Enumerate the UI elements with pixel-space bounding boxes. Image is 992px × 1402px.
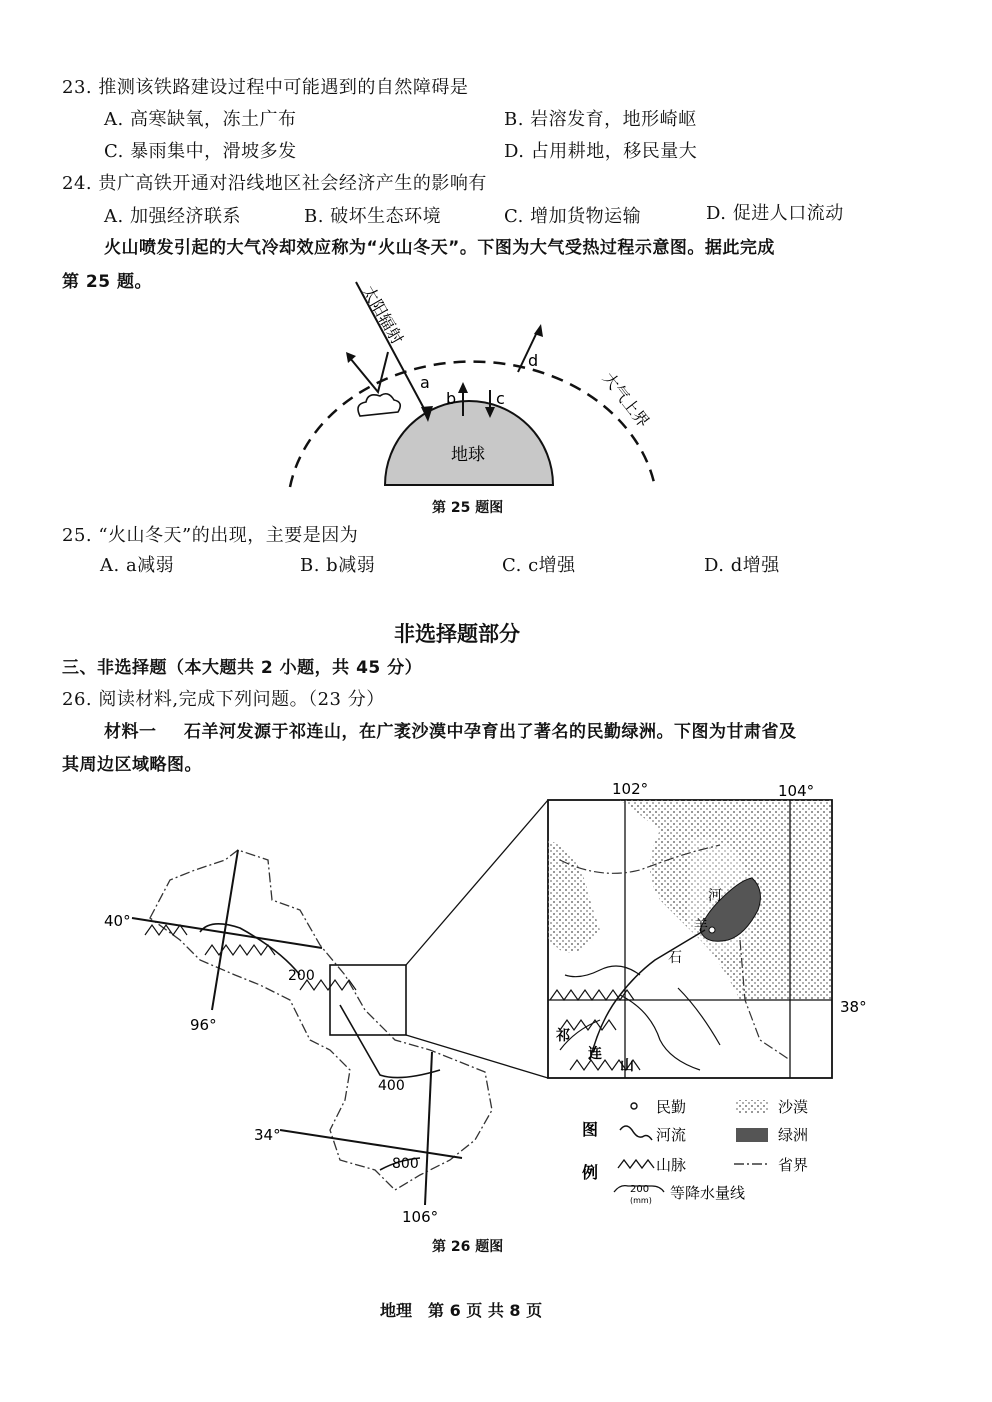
q25-option-a: A. a减弱 [100, 555, 175, 576]
river-char-1: 河 [708, 888, 722, 904]
zoom-line-top [406, 800, 548, 965]
q25-option-d: D. d增强 [704, 555, 780, 576]
q24-stem: 24. 贵广高铁开通对沿线地区社会经济产生的影响有 [62, 173, 487, 194]
q25-stem: 25. “火山冬天”的出现，主要是因为 [62, 525, 359, 546]
q23-option-a: A. 高寒缺氧，冻土广布 [104, 109, 297, 130]
legend-desert-icon [736, 1100, 768, 1114]
lon96-label: 96° [190, 1016, 217, 1034]
label-b: b [446, 389, 457, 408]
q26-stem: 26. 阅读材料,完成下列问题。（23 分） [62, 689, 385, 710]
q26-material-label: 材料一 [104, 722, 157, 742]
section-title: 非选择题部分 [394, 622, 520, 646]
mountain-char-2: 连 [588, 1046, 602, 1062]
section-part: 三、非选择题（本大题共 2 小题，共 45 分） [62, 658, 423, 678]
q23-option-b: B. 岩溶发育，地形崎岖 [504, 109, 697, 130]
legend-desert: 沙漠 [778, 1098, 809, 1116]
gansu-region-map [90, 775, 890, 1235]
fig26-caption: 第 26 题图 [432, 1239, 504, 1255]
legend-mountain: 山脉 [656, 1156, 687, 1174]
legend-title-1: 图 [582, 1120, 599, 1139]
mountain-char-3: 山 [620, 1058, 634, 1074]
lon106-line [425, 1052, 432, 1205]
river-char-2: 羊 [694, 918, 708, 934]
legend-minqin-icon [631, 1103, 637, 1109]
lat34-label: 34° [254, 1126, 281, 1144]
lon96-line [212, 850, 238, 1010]
legend-isohyet-unit: (mm) [630, 1196, 652, 1205]
q26-material-line2: 其周边区域略图。 [62, 755, 202, 775]
label-d: d [528, 351, 539, 370]
label-c: c [496, 389, 505, 408]
q23-option-c: C. 暴雨集中，滑坡多发 [104, 141, 297, 162]
cloud-icon [358, 394, 400, 416]
earth-label: 地球 [451, 445, 485, 465]
q23-option-d: D. 占用耕地，移民量大 [504, 141, 698, 162]
lat40-label: 40° [104, 912, 131, 930]
lon106-label: 106° [402, 1208, 439, 1226]
iso400-label: 400 [378, 1078, 405, 1094]
lon104-label: 104° [778, 782, 815, 800]
legend-isohyet-sample: 200 [630, 1184, 650, 1195]
zoom-line-bottom [406, 1035, 548, 1078]
boundary-label: 大气上界 [598, 368, 654, 431]
river-char-3: 石 [668, 950, 682, 966]
label-a: a [420, 373, 430, 392]
mountain-char-1: 祁 [556, 1028, 570, 1044]
q25-intro-line2: 第 25 题。 [62, 272, 152, 292]
solar-radiation-label: 太阳辐射 [358, 282, 407, 348]
lat34-line [280, 1130, 462, 1158]
earth-shape [385, 401, 553, 485]
lon102-label: 102° [612, 780, 649, 798]
q24-option-a: A. 加强经济联系 [104, 206, 241, 227]
fig25-caption: 第 25 题图 [432, 500, 504, 516]
q24-option-c: C. 增加货物运输 [504, 206, 642, 227]
q24-option-d: D. 促进人口流动 [706, 203, 844, 224]
q23-stem: 23. 推测该铁路建设过程中可能遇到的自然障碍是 [62, 77, 469, 98]
q25-intro-line1: 火山喷发引起的大气冷却效应称为“火山冬天”。下图为大气受热过程示意图。据此完成 [104, 238, 775, 258]
page-footer: 地理 第 6 页 共 8 页 [380, 1301, 543, 1320]
iso800-label: 800 [392, 1156, 419, 1172]
inset-frame-small [330, 965, 406, 1035]
legend-oasis-icon [736, 1128, 768, 1142]
legend-river: 河流 [656, 1126, 687, 1144]
qilian-mountain-symbol [205, 945, 275, 955]
legend-minqin: 民勤 [656, 1098, 687, 1116]
legend-oasis: 绿洲 [778, 1126, 809, 1144]
legend-isohyet: 等降水量线 [670, 1184, 746, 1202]
q26-material-line1: 石羊河发源于祁连山，在广袤沙漠中孕育出了著名的民勤绿洲。下图为甘肃省及 [184, 722, 797, 742]
q25-option-c: C. c增强 [502, 555, 576, 576]
legend-river-icon [620, 1126, 652, 1140]
minqin-point [709, 927, 715, 933]
iso200-label: 200 [288, 968, 315, 984]
lat38-label: 38° [840, 998, 867, 1016]
q25-option-b: B. b减弱 [300, 555, 376, 576]
legend-mountain-icon [618, 1160, 654, 1168]
legend-title-2: 例 [582, 1163, 599, 1182]
legend-border: 省界 [778, 1156, 809, 1174]
q24-option-b: B. 破坏生态环境 [304, 206, 442, 227]
atmosphere-heating-diagram [270, 270, 690, 500]
